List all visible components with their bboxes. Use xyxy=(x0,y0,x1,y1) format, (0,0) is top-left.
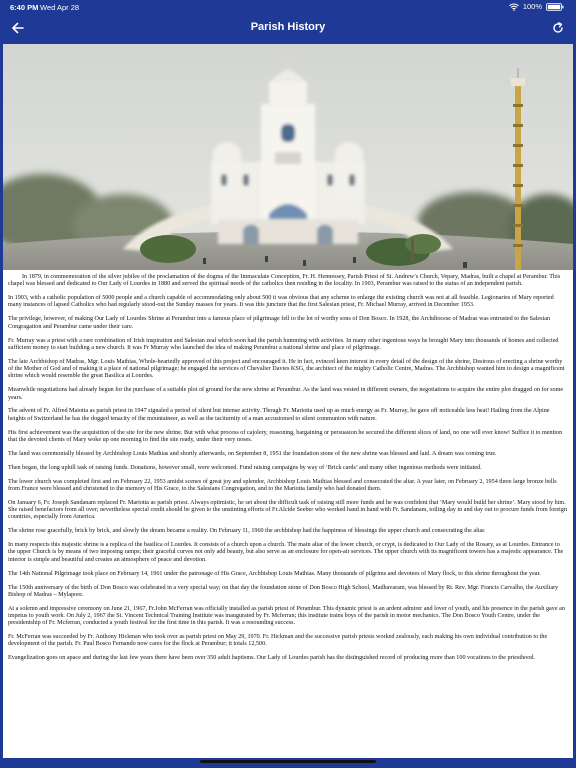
paragraph: At a solemn and impressive ceremony on June 21, 1967, Fr.John McFerran was officially installed as parish priest of Perambur. This dynamic priest is an ardent admirer and lover of youth, and his presence in the parish gave an impetus to youth work. On July 2, 1967 the St. Vincent Technical Training Institute was inaugurated by Fr. Mcferran; this institute trains boys of the parish in motor mechanics. The Don Bosco Youth Centre, under the presidentship of Fr. Mcferran, conducted a youth festival for the first time in this parish. It was a resounding success. xyxy=(8,605,565,627)
shrine-photo xyxy=(3,44,573,270)
paragraph: His first achievement was the acquisition of the site for the new shrine. But with what process of cajolery, reasoning, bargaining or persuasion he secured the different slices of land, no one will ever know! Suffice it to mention that the devoted clients of Mary woke up one morning to find the site ready, under their very noses. xyxy=(8,429,563,443)
paragraph: In 1879, in commemoration of the silver jubilee of the proclamation of the dogma of the Immaculate Conception, Fr. H. Hennessey, Parish Priest of St. Andrew’s Church, Vepary, Madras, built a chapel at Perambur. This chapel was blessed and dedicated to Our Lady of Lourdes in 1880 and served the spiritual needs of the catholics then residing in the locality. In 1903, Perambur was raised to the status of an independent parish. xyxy=(8,274,561,288)
paragraph: In 1903, with a catholic population of 5000 people and a church capable of accommodating only about 500 it was obvious that any scheme to enlarge the existing church was not at all feasible. Legionaries of Mary reported many instances of lapsed Catholics who had regularly stood-out the Sunday masses for years. It was this juncture that the first Salesian priest, Fr. Michael Murray, arrived in December 1953. xyxy=(8,295,554,309)
paragraph: Meanwhile negotiations had already begun for the purchase of a suitable plot of ground for the new shrine at Perambur. As the land was vested in different owners, the negotiations to acquire the entire plot dragged on for some years. xyxy=(8,387,564,401)
content-panel[interactable] xyxy=(3,44,573,758)
battery-percent: 100% xyxy=(522,2,542,11)
paragraph: The shrine rose gracefully, brick by brick, and slowly the dream became a reality. On February 11, 1960 the archbishop had the happiness of blessings the upper church and consecrating the altar. xyxy=(8,528,486,535)
status-date: Wed Apr 28 xyxy=(40,3,80,12)
paragraph: The land was ceremonially blessed by Archbishop Louis Mathias and shortly afterwards, on September 8, 1951 the foundation stone of the new shrine was blessed and laid. A dream was coming true. xyxy=(8,450,497,457)
paragraph: The late Archbishop of Madras, Mgr. Louis Mathias, Whole-heartedly approved of this project and encouraged it. He in fact, evinced keen interest in every detail of the design of the shrine, Desirous of erecting a shrine worthy of the Mother of God and of making it a place of national pilgrimage; he engaged the services of Chevalier Davies KSG, the architect of the mighty Catholic Centre, Madras. The Archbishop wanted him to design a magnificent shrine which would resemble the great Basilica at Lourdes. xyxy=(8,358,565,380)
status-indicators xyxy=(509,2,564,11)
paragraph: The 14th National Pilgrimage took place on February 14, 1961 under the patronage of His Grace, Archbishop Louis Mathias. Many thousands of pilgrims and devotees of Mary flock, to this shrine throughout the year. xyxy=(8,570,541,577)
paragraph: The advent of Fr. Alfred Maiotta as parish priest in 1947 signaled a period of silent but intense activity. Though Fr. Mariotta used up as much energy as Fr. Murray, he gave off noticeable less heat! Hailing from the Alpine heights of Switzerland he has the dogged tenacity of the mountaineer, as well as the taciturnity of a man accustomed to silent communion with nature. xyxy=(8,408,550,422)
paragraph: The privilege, however, of making Our Lady of Lourdes Shrine at Perambur into a famous place of pilgrimage fell to the lot of worthy sons of Don Bosco. In 1928, the Archdiocese of Madras was entrusted to the Salesian Congragation and Perambur came under their care. xyxy=(8,316,551,330)
refresh-icon xyxy=(552,22,564,34)
article-body xyxy=(3,270,573,663)
home-indicator[interactable] xyxy=(200,760,376,763)
battery-icon xyxy=(546,3,564,11)
wifi-icon xyxy=(509,3,519,11)
paragraph: The 150th anniversary of the birth of Don Bosco was celebrated in a very special way; on that day the foundation stone of Don Bosco High School, Madhavaram, was blessed by Rt. Rev. Mgr. Francis Carvalho, the Auxiliary Bishop of Madras – Mylapore. xyxy=(8,584,559,598)
paragraph: Fr. Murray was a priest with a rare combination of Irish inspiration and Salesian zeal which soon had the parish humming with activities. In many other ingenious ways he brought Mary into thousands of homes and collected sufficient money to start building a new church. It was Fr Murray who launched the idea of making Perambur a national shrine and place of pilgrimage. xyxy=(8,337,559,351)
navigation-bar xyxy=(0,14,576,42)
paragraph: Fr. McFerran was succeeded by Fr. Anthony Hickman who took over as parish priest on May 29, 1970. Fr. Hickman and the successive parish priests worked zealously, each making his own individual contribution to the development of the parish. Fr. Paul Bosco Fernando now cares for the flock at Perambur; it totals 12,500. xyxy=(8,634,548,648)
paragraph: On January 6, Fr. Joseph Sandanam replaced Fr. Mariotta as parish priest. Always optimistic, he set about the difficult task of raising still more funds and he was confident that ‘Mary would build her shrine’. Mary stood by him. She raised benefactors from all over; nevertheless special credit should be given to the unstinting efforts of Fr.Alcide Seeber who worked hand in hand with Fr. Sandanam, toiling day in and day out to procure funds from foreign countries, especially from America. xyxy=(8,499,567,521)
paragraph: Then began, the long uphill task of raising funds. Donations, however small, were welcomed. Fund raising campaigns by way of ‘Brick cards’ and many other ingenious methods were initiated. xyxy=(8,464,482,471)
status-bar xyxy=(0,0,576,14)
status-time: 6:40 PM xyxy=(10,3,39,12)
paragraph: In many respects this majestic shrine is a replica of the basilica of Lourdes. It consists of a church upon a church. The main altar of the lower church, or crypt, is dedicated to Our Lady of the Rosary, as at Lourdes. Entrance to the upper Church is by means of two imposing ramps; their graceful curves not only add beauty, but also serve as an enclosure for open-air services. The upper church with its magnificent towers has a majestic appearance. The interior is simple and beautiful and creates an atmosphere of peace and devotion. xyxy=(8,542,564,563)
page-title: Parish History xyxy=(250,21,326,33)
refresh-button[interactable] xyxy=(548,18,568,38)
paragraph: The lower church was completed first and on February 22, 1953 amidst scenes of great joy and splendor, Archbishop Louis Mathias blessed and consecrated the altar. A year later, on February 2, 1954 three large bronze bells from France were blessed and christened to the memory of His Grace, to the Salesians Congregation, and to the Mariotta family who had donated them. xyxy=(8,478,557,492)
paragraph: Evangelization goes on apace and during the last few years there have been over 350 adult baptisms. Our Lady of Lourdes parish has the distinguished record of producing more than 100 vocations to the priesthood. xyxy=(8,655,535,662)
